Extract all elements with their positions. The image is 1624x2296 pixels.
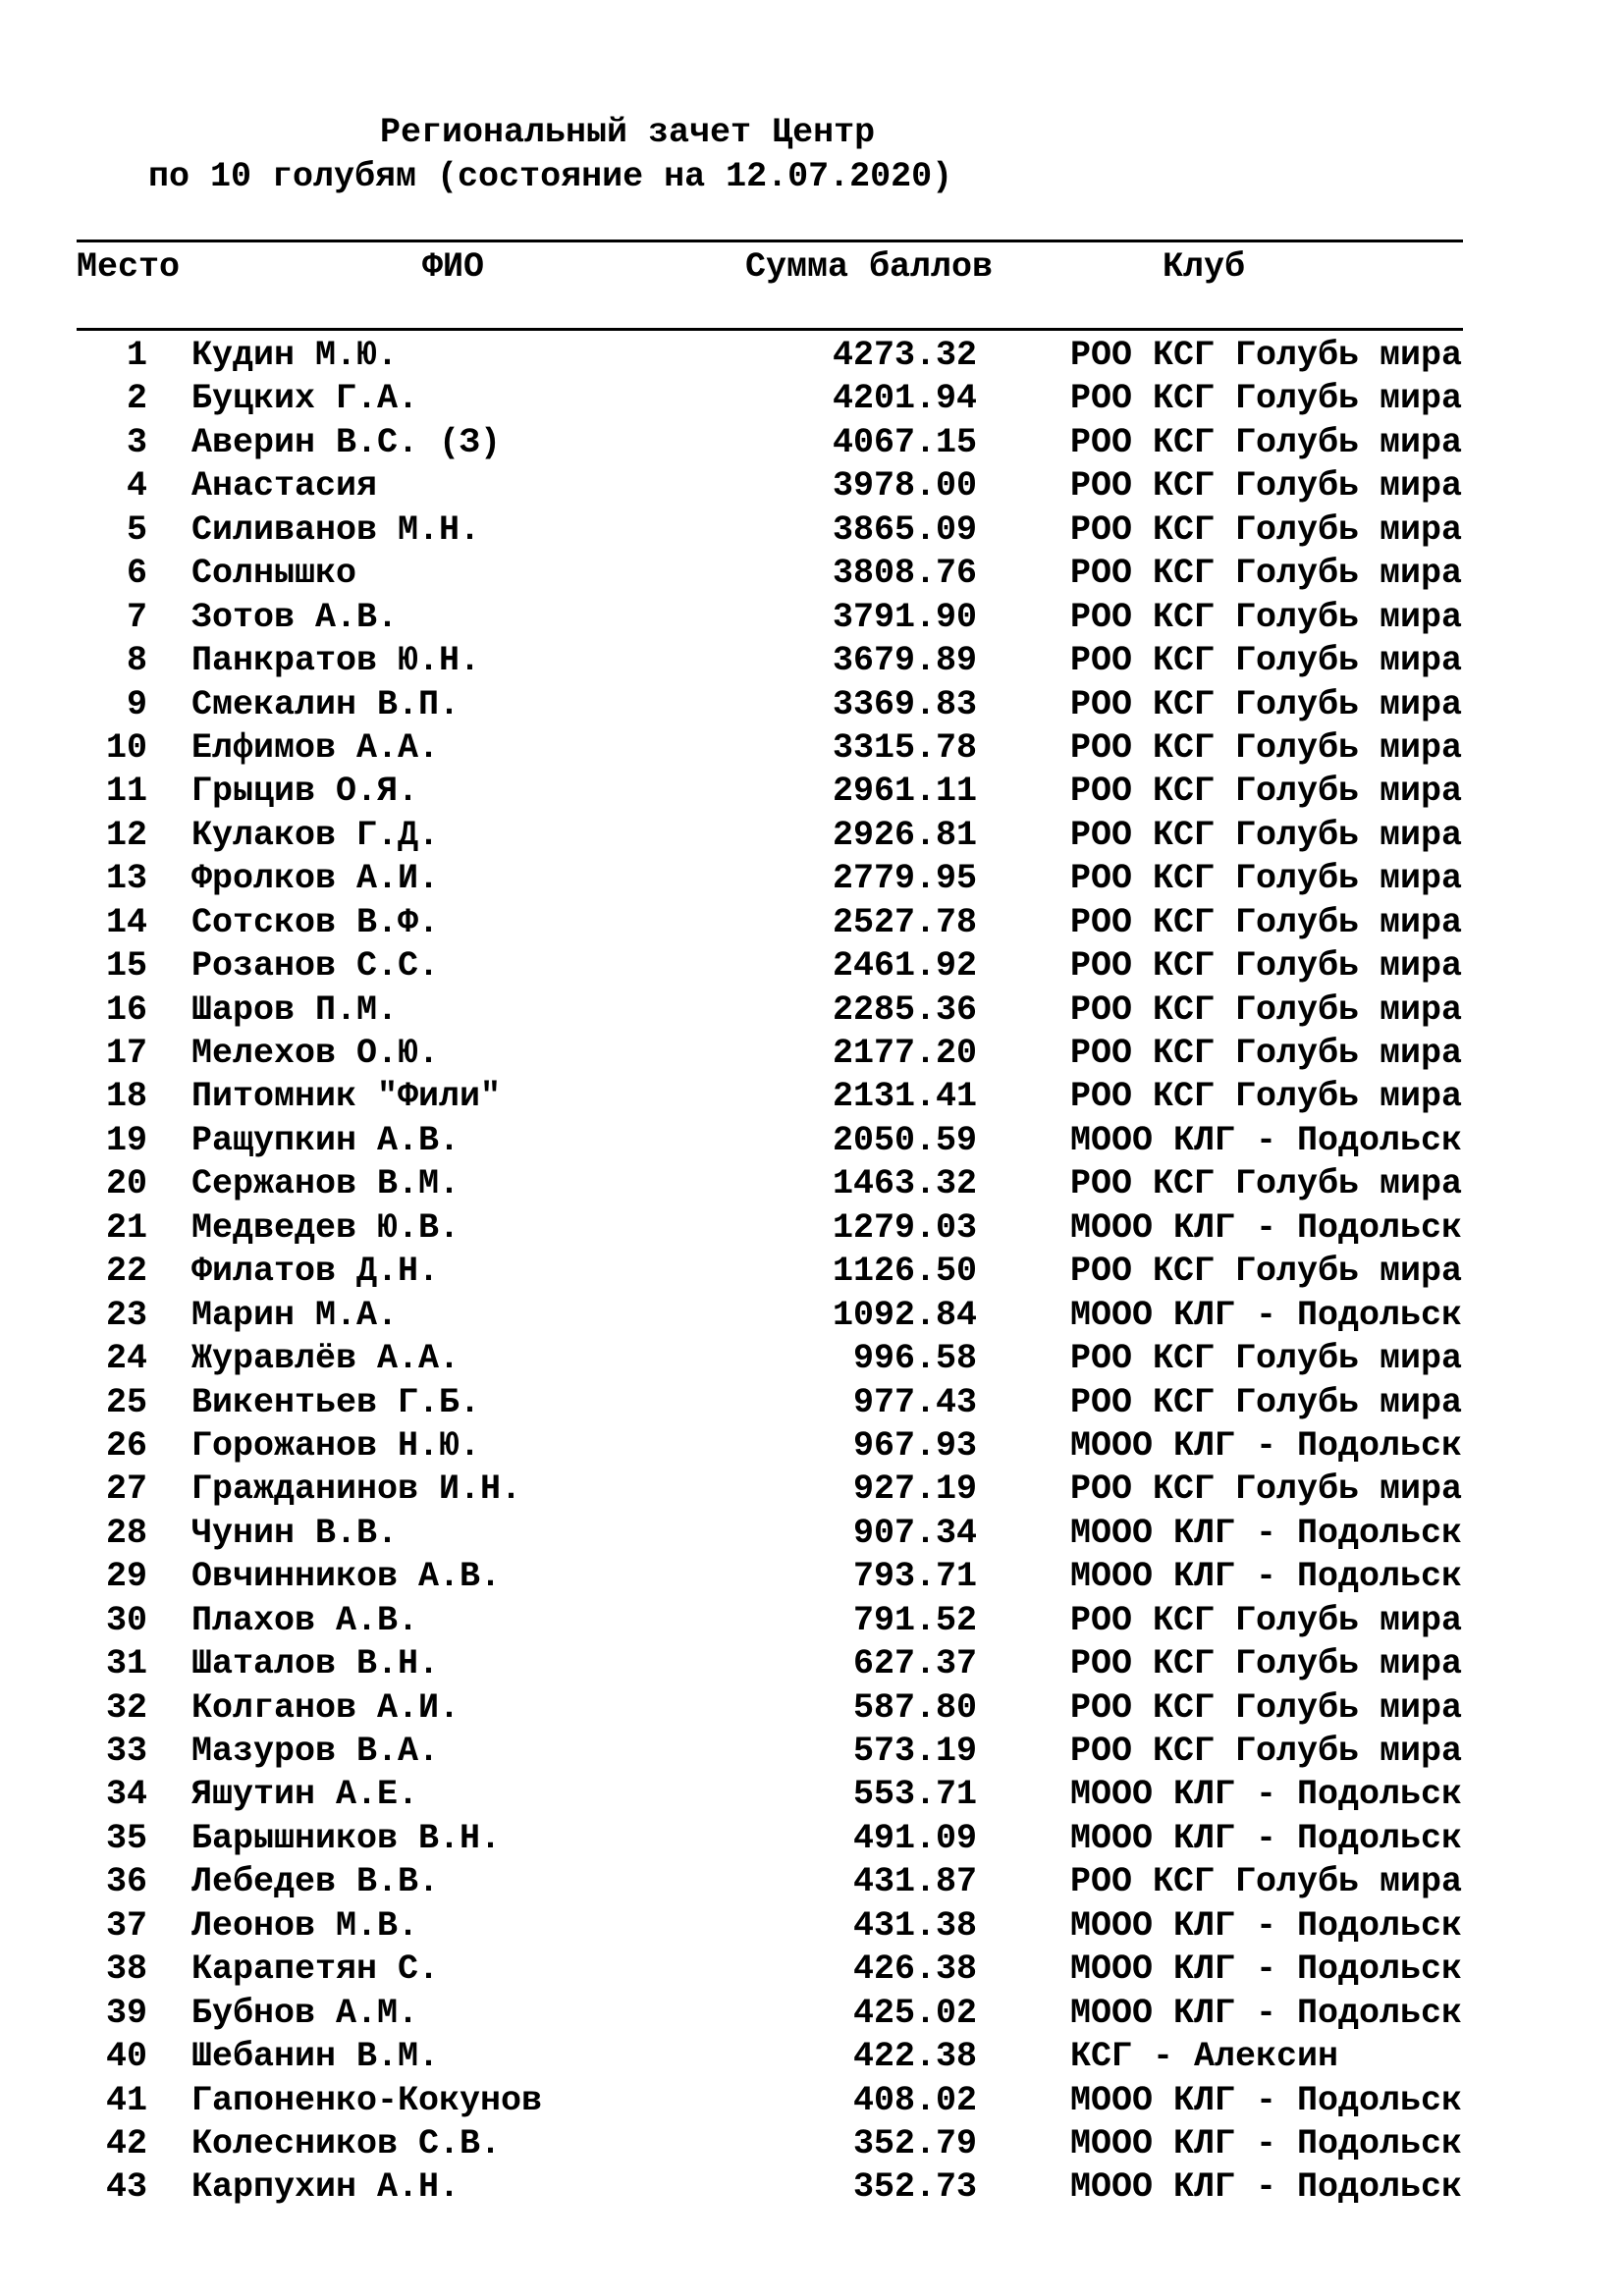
name-cell: Панкратов Ю.Н. — [191, 641, 481, 681]
table-row — [0, 552, 1624, 595]
place-cell: 30 — [105, 1600, 147, 1640]
club-cell: РОО КСГ Голубь мира — [1070, 466, 1463, 507]
column-header-sum: Сумма баллов — [745, 247, 994, 287]
sum-cell: 1092.84 — [832, 1295, 977, 1335]
name-cell: Колесников С.В. — [191, 2123, 502, 2163]
club-cell: РОО КСГ Голубь мира — [1070, 422, 1463, 462]
place-cell: 16 — [105, 989, 147, 1030]
name-cell: Горожанов Н.Ю. — [191, 1425, 481, 1466]
name-cell: Овчинников А.В. — [191, 1557, 502, 1597]
place-cell: 25 — [105, 1382, 147, 1422]
sum-cell: 627.37 — [852, 1644, 977, 1684]
club-cell: РОО КСГ Голубь мира — [1070, 1034, 1463, 1073]
results-table — [0, 334, 1624, 2210]
sum-cell: 2050.59 — [832, 1120, 977, 1160]
name-cell: Карпухин А.Н. — [191, 2167, 460, 2208]
table-row — [0, 1817, 1624, 1860]
name-cell: Колганов А.И. — [191, 1687, 460, 1728]
table-row — [0, 1381, 1624, 1424]
column-header-club: Клуб — [1163, 247, 1246, 287]
sum-cell: 3791.90 — [832, 597, 977, 637]
place-cell: 28 — [105, 1513, 147, 1553]
club-cell: РОО КСГ Голубь мира — [1070, 946, 1463, 987]
place-cell: 4 — [126, 466, 147, 507]
table-row — [0, 1599, 1624, 1642]
club-cell: РОО КСГ Голубь мира — [1070, 1469, 1463, 1510]
name-cell: Буцких Г.А. — [191, 379, 419, 419]
place-cell: 36 — [105, 1862, 147, 1902]
club-cell: РОО КСГ Голубь мира — [1070, 554, 1463, 594]
table-row — [0, 334, 1624, 377]
name-cell: Кулаков Г.Д. — [191, 815, 440, 855]
name-cell: Питомник "Фили" — [191, 1077, 502, 1117]
sum-cell: 2177.20 — [832, 1034, 977, 1073]
sum-cell: 425.02 — [852, 1993, 977, 2033]
page-title: Региональный зачет Центр — [380, 113, 876, 152]
club-cell: РОО КСГ Голубь мира — [1070, 859, 1463, 899]
table-row — [0, 1904, 1624, 1948]
place-cell: 31 — [105, 1644, 147, 1684]
name-cell: Кудин М.Ю. — [191, 336, 399, 375]
club-cell: МООО КЛГ - Подольск — [1070, 1120, 1463, 1160]
name-cell: Плахов А.В. — [191, 1600, 419, 1640]
column-header-place: Место — [77, 247, 181, 287]
place-cell: 11 — [105, 772, 147, 812]
table-row — [0, 1730, 1624, 1773]
table-row — [0, 770, 1624, 813]
name-cell: Журавлёв А.А. — [191, 1339, 460, 1379]
name-cell: Яшутин А.Е. — [191, 1775, 419, 1815]
name-cell: Шаров П.М. — [191, 989, 399, 1030]
club-cell: РОО КСГ Голубь мира — [1070, 641, 1463, 681]
sum-cell: 587.80 — [852, 1687, 977, 1728]
table-row — [0, 1162, 1624, 1205]
table-row — [0, 421, 1624, 464]
name-cell: Сержанов В.М. — [191, 1164, 460, 1204]
page-subtitle: по 10 голубям (состояние на 12.07.2020) — [148, 157, 953, 196]
sum-cell: 431.87 — [852, 1862, 977, 1902]
place-cell: 17 — [105, 1034, 147, 1073]
table-row — [0, 857, 1624, 900]
sum-cell: 3679.89 — [832, 641, 977, 681]
table-row — [0, 1686, 1624, 1730]
name-cell: Лебедев В.В. — [191, 1862, 440, 1902]
table-row — [0, 726, 1624, 770]
name-cell: Розанов С.С. — [191, 946, 440, 987]
sum-cell: 996.58 — [852, 1339, 977, 1379]
club-cell: РОО КСГ Голубь мира — [1070, 727, 1463, 768]
club-cell: РОО КСГ Голубь мира — [1070, 772, 1463, 812]
table-row — [0, 639, 1624, 682]
club-cell: РОО КСГ Голубь мира — [1070, 1164, 1463, 1204]
club-cell: МООО КЛГ - Подольск — [1070, 1513, 1463, 1553]
place-cell: 40 — [105, 2037, 147, 2077]
table-row — [0, 1948, 1624, 1991]
sum-cell: 4273.32 — [832, 336, 977, 375]
name-cell: Медведев Ю.В. — [191, 1207, 460, 1248]
sum-cell: 4067.15 — [832, 422, 977, 462]
place-cell: 43 — [105, 2167, 147, 2208]
sum-cell: 967.93 — [852, 1425, 977, 1466]
club-cell: РОО КСГ Голубь мира — [1070, 379, 1463, 419]
club-cell: РОО КСГ Голубь мира — [1070, 1077, 1463, 1117]
name-cell: Елфимов А.А. — [191, 727, 440, 768]
club-cell: РОО КСГ Голубь мира — [1070, 902, 1463, 942]
sum-cell: 422.38 — [852, 2037, 977, 2077]
sum-cell: 426.38 — [852, 1949, 977, 1990]
sum-cell: 408.02 — [852, 2080, 977, 2120]
table-row — [0, 988, 1624, 1032]
table-row — [0, 1642, 1624, 1685]
sum-cell: 352.73 — [852, 2167, 977, 2208]
name-cell: Силиванов М.Н. — [191, 509, 481, 550]
place-cell: 14 — [105, 902, 147, 942]
place-cell: 10 — [105, 727, 147, 768]
club-cell: РОО КСГ Голубь мира — [1070, 1687, 1463, 1728]
place-cell: 8 — [126, 641, 147, 681]
sum-cell: 2527.78 — [832, 902, 977, 942]
sum-cell: 1279.03 — [832, 1207, 977, 1248]
place-cell: 41 — [105, 2080, 147, 2120]
club-cell: РОО КСГ Голубь мира — [1070, 1644, 1463, 1684]
place-cell: 21 — [105, 1207, 147, 1248]
table-row — [0, 1860, 1624, 1903]
table-row — [0, 464, 1624, 507]
place-cell: 6 — [126, 554, 147, 594]
table-row — [0, 1992, 1624, 2035]
sum-cell: 791.52 — [852, 1600, 977, 1640]
name-cell: Фролков А.И. — [191, 859, 440, 899]
club-cell: РОО КСГ Голубь мира — [1070, 1862, 1463, 1902]
place-cell: 29 — [105, 1557, 147, 1597]
table-row — [0, 596, 1624, 639]
club-cell: МООО КЛГ - Подольск — [1070, 1207, 1463, 1248]
club-cell: МООО КЛГ - Подольск — [1070, 2167, 1463, 2208]
sum-cell: 3315.78 — [832, 727, 977, 768]
place-cell: 18 — [105, 1077, 147, 1117]
club-cell: МООО КЛГ - Подольск — [1070, 1425, 1463, 1466]
place-cell: 42 — [105, 2123, 147, 2163]
club-cell: РОО КСГ Голубь мира — [1070, 1339, 1463, 1379]
club-cell: РОО КСГ Голубь мира — [1070, 684, 1463, 724]
name-cell: Шаталов В.Н. — [191, 1644, 440, 1684]
sum-cell: 2461.92 — [832, 946, 977, 987]
table-row — [0, 1424, 1624, 1468]
table-row — [0, 944, 1624, 988]
club-cell: РОО КСГ Голубь мира — [1070, 336, 1463, 375]
table-row — [0, 1206, 1624, 1250]
place-cell: 2 — [126, 379, 147, 419]
table-row — [0, 1075, 1624, 1118]
sum-cell: 1463.32 — [832, 1164, 977, 1204]
name-cell: Викентьев Г.Б. — [191, 1382, 481, 1422]
sum-cell: 2285.36 — [832, 989, 977, 1030]
club-cell: РОО КСГ Голубь мира — [1070, 1382, 1463, 1422]
sum-cell: 4201.94 — [832, 379, 977, 419]
place-cell: 7 — [126, 597, 147, 637]
sum-cell: 2926.81 — [832, 815, 977, 855]
name-cell: Чунин В.В. — [191, 1513, 399, 1553]
table-row — [0, 1773, 1624, 1816]
sum-cell: 977.43 — [852, 1382, 977, 1422]
name-cell: Гапоненко-Кокунов — [191, 2080, 543, 2120]
table-row — [0, 1512, 1624, 1555]
club-cell: РОО КСГ Голубь мира — [1070, 1732, 1463, 1771]
club-cell: РОО КСГ Голубь мира — [1070, 989, 1463, 1030]
place-cell: 19 — [105, 1120, 147, 1160]
table-row — [0, 508, 1624, 552]
place-cell: 34 — [105, 1775, 147, 1815]
place-cell: 5 — [126, 509, 147, 550]
name-cell: Сотсков В.Ф. — [191, 902, 440, 942]
place-cell: 26 — [105, 1425, 147, 1466]
table-row — [0, 1468, 1624, 1511]
column-header-name: ФИО — [422, 247, 485, 287]
club-cell: МООО КЛГ - Подольск — [1070, 2080, 1463, 2120]
name-cell: Солнышко — [191, 554, 357, 594]
place-cell: 33 — [105, 1732, 147, 1771]
place-cell: 13 — [105, 859, 147, 899]
table-row — [0, 377, 1624, 420]
name-cell: Мелехов О.Ю. — [191, 1034, 440, 1073]
table-row — [0, 683, 1624, 726]
table-row — [0, 814, 1624, 857]
name-cell: Шебанин В.М. — [191, 2037, 440, 2077]
table-row — [0, 2035, 1624, 2078]
table-row — [0, 1119, 1624, 1162]
sum-cell: 927.19 — [852, 1469, 977, 1510]
sum-cell: 3978.00 — [832, 466, 977, 507]
name-cell: Леонов М.В. — [191, 1905, 419, 1946]
sum-cell: 431.38 — [852, 1905, 977, 1946]
sum-cell: 491.09 — [852, 1818, 977, 1858]
place-cell: 39 — [105, 1993, 147, 2033]
name-cell: Грыцив О.Я. — [191, 772, 419, 812]
table-row — [0, 901, 1624, 944]
name-cell: Марин М.А. — [191, 1295, 399, 1335]
sum-cell: 352.79 — [852, 2123, 977, 2163]
place-cell: 15 — [105, 946, 147, 987]
club-cell: РОО КСГ Голубь мира — [1070, 815, 1463, 855]
name-cell: Ращупкин А.В. — [191, 1120, 460, 1160]
sum-cell: 2961.11 — [832, 772, 977, 812]
table-row — [0, 2165, 1624, 2209]
place-cell: 1 — [126, 336, 147, 375]
table-row — [0, 1555, 1624, 1598]
place-cell: 20 — [105, 1164, 147, 1204]
place-cell: 35 — [105, 1818, 147, 1858]
club-cell: РОО КСГ Голубь мира — [1070, 597, 1463, 637]
table-row — [0, 2122, 1624, 2165]
sum-cell: 1126.50 — [832, 1252, 977, 1292]
place-cell: 38 — [105, 1949, 147, 1990]
sum-cell: 2131.41 — [832, 1077, 977, 1117]
name-cell: Аверин В.С. (З) — [191, 422, 502, 462]
sum-cell: 793.71 — [852, 1557, 977, 1597]
name-cell: Филатов Д.Н. — [191, 1252, 440, 1292]
table-row — [0, 2079, 1624, 2122]
club-cell: МООО КЛГ - Подольск — [1070, 1993, 1463, 2033]
club-cell: МООО КЛГ - Подольск — [1070, 1775, 1463, 1815]
place-cell: 9 — [126, 684, 147, 724]
sum-cell: 3865.09 — [832, 509, 977, 550]
place-cell: 24 — [105, 1339, 147, 1379]
sum-cell: 3808.76 — [832, 554, 977, 594]
place-cell: 27 — [105, 1469, 147, 1510]
table-row — [0, 1294, 1624, 1337]
table-row — [0, 1250, 1624, 1293]
name-cell: Бубнов А.М. — [191, 1993, 419, 2033]
name-cell: Зотов А.В. — [191, 597, 399, 637]
club-cell: МООО КЛГ - Подольск — [1070, 1557, 1463, 1597]
club-cell: МООО КЛГ - Подольск — [1070, 1818, 1463, 1858]
place-cell: 12 — [105, 815, 147, 855]
sum-cell: 553.71 — [852, 1775, 977, 1815]
table-row — [0, 1337, 1624, 1380]
header-bottom-divider — [77, 328, 1463, 331]
place-cell: 23 — [105, 1295, 147, 1335]
club-cell: МООО КЛГ - Подольск — [1070, 1295, 1463, 1335]
club-cell: РОО КСГ Голубь мира — [1070, 509, 1463, 550]
sum-cell: 907.34 — [852, 1513, 977, 1553]
club-cell: МООО КЛГ - Подольск — [1070, 1905, 1463, 1946]
name-cell: Мазуров В.А. — [191, 1732, 440, 1771]
place-cell: 37 — [105, 1905, 147, 1946]
sum-cell: 3369.83 — [832, 684, 977, 724]
sum-cell: 2779.95 — [832, 859, 977, 899]
table-row — [0, 1032, 1624, 1075]
club-cell: РОО КСГ Голубь мира — [1070, 1252, 1463, 1292]
name-cell: Анастасия — [191, 466, 378, 507]
name-cell: Карапетян С. — [191, 1949, 440, 1990]
name-cell: Смекалин В.П. — [191, 684, 460, 724]
club-cell: МООО КЛГ - Подольск — [1070, 2123, 1463, 2163]
place-cell: 3 — [126, 422, 147, 462]
name-cell: Барышников В.Н. — [191, 1818, 502, 1858]
club-cell: РОО КСГ Голубь мира — [1070, 1600, 1463, 1640]
header-top-divider — [77, 240, 1463, 242]
place-cell: 32 — [105, 1687, 147, 1728]
club-cell: МООО КЛГ - Подольск — [1070, 1949, 1463, 1990]
club-cell: КСГ - Алексин — [1070, 2037, 1339, 2077]
place-cell: 22 — [105, 1252, 147, 1292]
sum-cell: 573.19 — [852, 1732, 977, 1771]
name-cell: Гражданинов И.Н. — [191, 1469, 522, 1510]
